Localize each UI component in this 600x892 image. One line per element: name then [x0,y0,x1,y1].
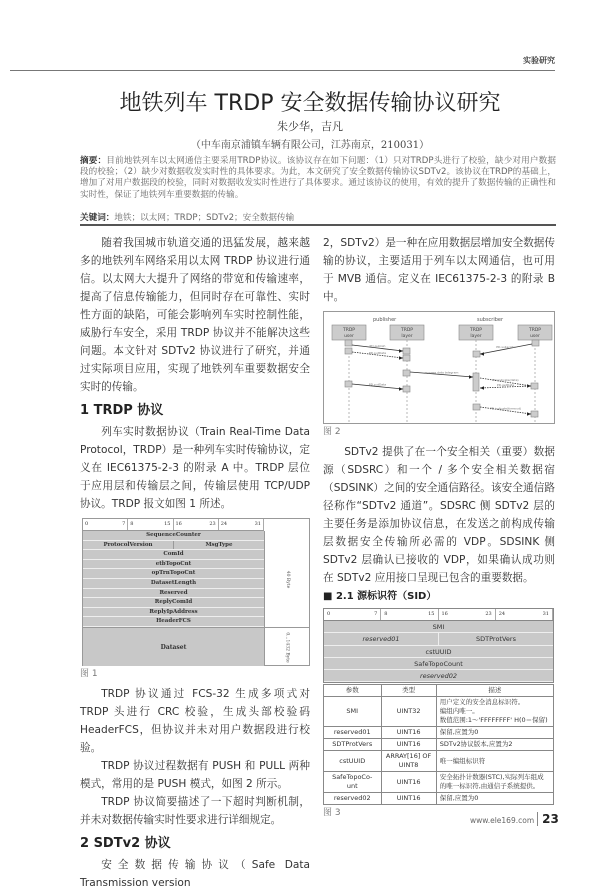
param-name: cstUUID [324,751,382,772]
field-name: ReplyIpAddress [149,608,198,615]
frame-field-row [324,621,553,633]
frame-field-row [83,579,264,589]
section-1-heading: 1 TRDP 协议 [80,403,164,418]
param-type: UINT16 [381,727,436,739]
bit-start: 8 [384,611,388,617]
message-label: PD.indicate(timeout) [489,406,522,411]
bit-range [324,609,381,620]
left-column [80,234,310,892]
frame-fields [83,531,264,666]
param-name: SMI [324,697,382,727]
bit-start: 0 [327,611,331,617]
desc-line: 唯一编组标识符 [439,756,486,765]
field-name: HeaderFCS [156,618,191,625]
message-label: process data telegram [424,370,459,375]
col-header-type: 类型 [381,685,436,697]
keywords-label: 关键词： [80,213,115,223]
desc-line: 保留,应置为0 [439,794,479,803]
section-2-1-heading: ■ 2.1 源标识符（SID） [323,591,437,602]
frame-field-row [83,608,264,618]
field-name: ReplyComId [154,599,193,606]
page-footer [470,812,559,826]
param-row [324,793,554,805]
field-name: reserved02 [420,672,457,681]
param-row [324,739,554,751]
svg-text:layer: layer [470,334,482,339]
desc-line: 保留,应置为0 [439,728,479,737]
field-name: SequenceCounter [146,532,201,538]
field-name: ProtocolVersion [103,541,153,548]
header-size-label: 40 Byte [264,531,310,627]
lifeline-box [518,325,552,340]
bit-range [219,519,264,530]
field-name: etbTopoCnt [155,560,192,567]
message-label: PD.getData [496,383,515,387]
field-name: SDTProtVers [438,633,553,644]
bit-end: 31 [542,611,549,617]
field-dataset: Dataset [83,627,264,666]
desc-line: 数值范围:1～'FFFFFFFF' H(0＝保留) [439,716,548,725]
desc-line: 编组内唯一。 [439,707,479,716]
desc-line: SDTv2协议版本,应置为2 [439,740,513,749]
col-header-desc: 描述 [436,685,553,697]
field-name: SMI [432,623,445,631]
param-name: reserved02 [324,793,382,805]
param-desc [436,793,553,805]
param-name: reserved01 [324,727,382,739]
param-name: SDTProtVers [324,739,382,751]
abstract-rule [80,224,556,226]
param-row [324,772,554,793]
field-name: reserved01 [362,635,400,644]
field-name: opTrnTopoCnt [151,570,196,577]
bit-end: 23 [485,611,492,617]
message-label: PD.indicate(data) [492,378,519,382]
intro-paragraph: 随着我国城市轨道交通的迅猛发展，越来越多的地铁列车网络采用以太网 TRDP 协议进行通信。以太网大大提升了网络的带宽和传输速率，提高了信息传输能力，但同时存在可靠性、实时性方面的缺陷，可能会影响列车实时控制性能，威胁行车安全，采用 TRDP 协议并不能解决这些问题。本文针对 SDTv2 协议进行了研究，并通过实际项目应用，实现了地铁列车重要数据安全实时的传输。 [80,237,310,393]
desc-line: 安全拓扑计数器(STC),实际列车组成的唯一标识符,由通信子系统提供。 [439,773,544,791]
param-desc [436,772,553,793]
bit-range [83,519,128,530]
frame-field-row [83,541,264,551]
field-name: ComId [163,551,184,558]
header-rule [10,70,555,71]
sdtv2-description: SDTv2 提供了在一个安全相关（重要）数据源（SDSRC）和一个 / 多个安全相关数据宿（SDSINK）之间的安全通信路径。该安全通信路径称作“SDTv2 通道”。SDSRC 侧 SDTv2 层的主要任务是添加协议信息，在发送之前构成传输层数据安全传输所必需的 VDP。SDSINK 侧 SDTv2 层确认已接收的 VDP，如果确认成功则在 SDTv2 应用接口呈现已包含的重要数据。 [323,446,555,584]
frame-field-row [83,550,264,560]
svg-text:user: user [344,334,354,339]
frame-field-row [83,531,264,541]
message-label: PD.putData [368,382,387,387]
param-desc [436,739,553,751]
svg-text:TRDP: TRDP [400,328,414,333]
bit-range [174,519,219,530]
field-name: cstUUID [425,647,452,656]
param-name: SafeTopoCo-unt [324,772,382,793]
field-name: Reserved [159,589,188,596]
param-desc [436,727,553,739]
bit-range [439,609,496,620]
param-type: ARRAY[16] OF UINT8 [381,751,436,772]
site-url: www.ele169.com [470,816,535,825]
param-desc [436,697,553,727]
bit-start: 16 [175,521,182,527]
field-name: MsgType [173,541,264,550]
field-name: DatasetLength [150,579,197,586]
lifeline-box [390,325,424,340]
figure-1-trdp-frame [82,518,310,666]
param-row [324,751,554,772]
bit-start: 0 [85,521,89,527]
dataset-size-label: 0...1432 Byte [264,627,310,666]
frame-field-row [324,646,553,658]
figure-2-sequence-diagram [323,311,555,424]
frame-field-row [83,569,264,579]
section-1-paragraph-1: 列车实时数据协议（Train Real-Time Data Protocol，TRDP）是一种列车实时传输协议，定义在 IEC61375-2-3 的附录 A 中。TRDP 层位于应用层和传输层之间，传输层使用 TCP/UDP 协议。TRDP 报文如图 1 所述。 [80,426,310,510]
publisher-label: publisher [373,317,397,323]
sdtv2-intro-continued: 2，SDTv2）是一种在应用数据层增加安全数据传输的协议，主要适用于列车以太网通信，也可用于 MVB 通信。定义在 IEC61375-2-3 的附录 B 中。 [323,237,555,303]
keywords [80,211,294,223]
svg-text:TRDP: TRDP [528,328,542,333]
section-2-heading: 2 SDTv2 协议 [80,836,171,851]
svg-text:TRDP: TRDP [469,328,483,333]
bit-range [381,609,438,620]
section-1-paragraph-2: TRDP 协议通过 FCS-32 生成多项式对 TRDP 头进行 CRC 校验，生成头部校验码 HeaderFCS，但协议并未对用户数据段进行校验。 [80,688,310,754]
bit-end: 7 [374,611,378,617]
affiliation: （中车南京浦镇车辆有限公司，江苏南京，210031） [190,140,430,151]
bit-start: 8 [130,521,134,527]
message-label: PD.putData [368,351,387,355]
figure-3-sid [323,608,554,805]
param-type: UINT16 [381,739,436,751]
col-header-param: 参数 [324,685,382,697]
authors: 朱少华，吉凡 [277,120,343,133]
keywords-text: 地铁；以太网；TRDP；SDTv2；安全数据传输 [114,213,295,223]
bit-range [496,609,553,620]
frame-field-row [83,617,264,627]
svg-text:user: user [530,334,540,339]
bit-start: 24 [220,521,228,527]
bit-end: 7 [122,521,126,527]
abstract-text: 目前地铁列车以太网通信主要采用TRDP协议。该协议存在如下问题：（1）只对TRDP头进行了校验，缺少对用户数据段的校验；（2）缺少对数据收发实时性的具体要求。为此，本文研究了安全数据传输协议SDTv2。该协议在TRDP的基础上，增加了对用户数据段的校验，同时对数据收发实时性进行了具体要求。通过该协议的使用，有效的提升了数据传输的正确性和实时性，保证了地铁列车重要数据的传输。 [80,156,556,200]
svg-text:layer: layer [401,334,413,339]
bit-end: 31 [254,521,261,527]
figure-3-caption: 图 3 [323,808,341,819]
page-title: 地铁列车 TRDP 安全数据传输协议研究 [119,91,501,116]
bit-start: 16 [441,611,448,617]
figure-2-caption: 图 2 [323,427,341,437]
abstract-label: 摘要： [80,156,107,166]
right-column [323,234,555,824]
bit-end: 23 [209,521,216,527]
param-type: UINT32 [381,697,436,727]
bit-start: 24 [498,611,506,617]
frame-field-row [83,560,264,570]
frame-field-row [83,598,264,608]
section-1-paragraph-4: TRDP 协议简要描述了一下超时判断机制，并未对数据传输实时性要求进行详细规定。 [80,796,310,826]
param-desc [436,751,553,772]
lifeline-box [459,325,493,340]
sid-parameter-table [323,684,554,805]
param-row [324,727,554,739]
param-type: UINT16 [381,772,436,793]
abstract [80,156,556,201]
field-name: SafeTopoCount [414,659,463,668]
message-label: PD.publish [369,344,386,348]
frame-field-row [324,658,553,670]
frame-field-row [324,633,553,645]
param-type: UINT16 [381,793,436,805]
heading-square-icon: ■ [323,591,336,602]
section-1-paragraph-3: TRDP 协议过程数据有 PUSH 和 PULL 两种模式，常用的是 PUSH 模式，如图 2 所示。 [80,760,310,790]
bit-end: 15 [164,521,171,527]
section-2-paragraph-1: 安全数据传输协议（Safe Data Transmission version [80,859,310,889]
lifeline-box [332,325,366,340]
message-label: PD.subscribe [496,345,516,349]
bit-ruler [83,519,264,531]
bit-range [128,519,173,530]
frame-field-row [324,670,553,682]
section-header: 实验研究 [523,56,555,65]
subscriber-label: subscriber [477,317,504,323]
page-number: 23 [537,812,559,826]
bit-end: 15 [428,611,435,617]
frame-field-row [83,589,264,599]
desc-line: 用户定义的安全消息标识符。 [439,698,525,707]
svg-text:TRDP: TRDP [342,328,356,333]
figure-1-caption: 图 1 [80,669,98,679]
param-row [324,697,554,727]
sid-bit-layout [323,608,554,683]
